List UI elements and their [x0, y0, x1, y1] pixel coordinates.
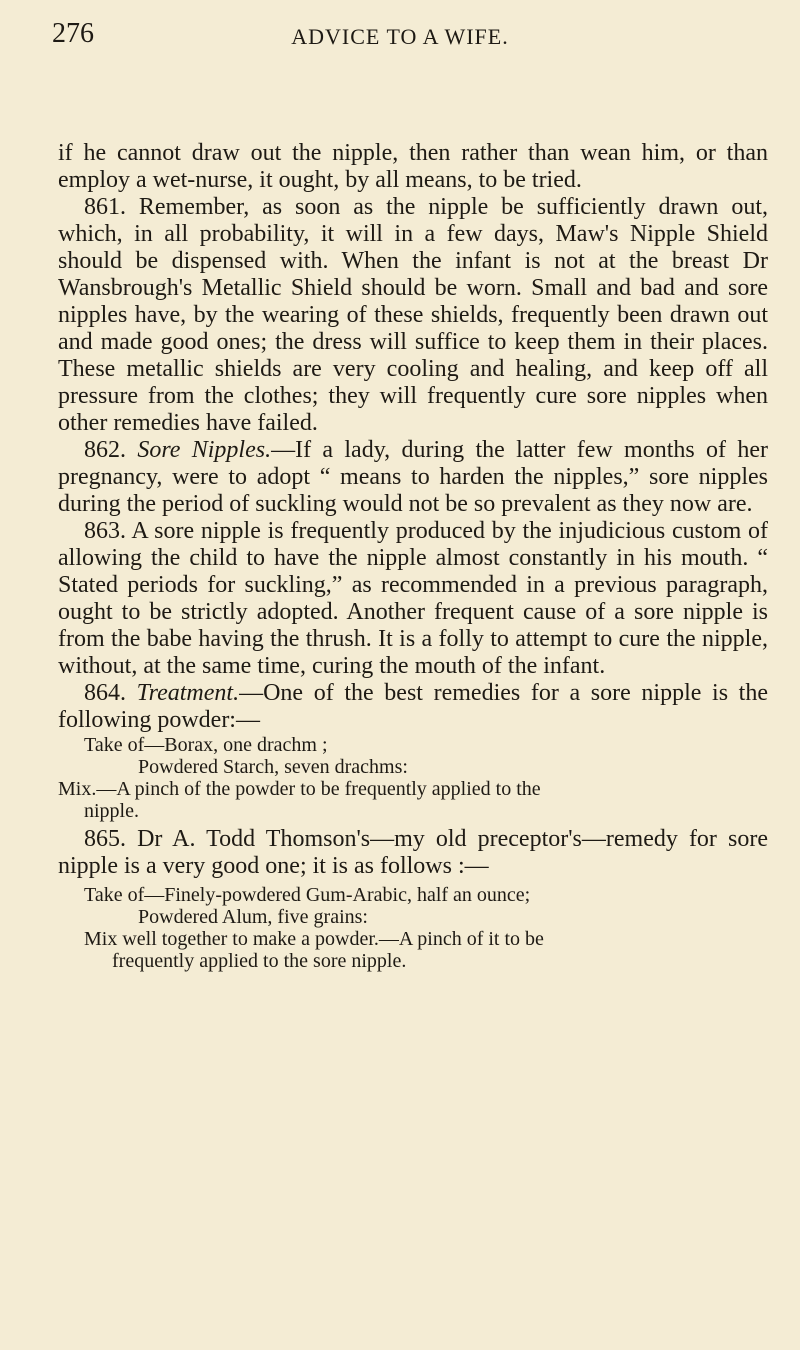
paragraph-continued: if he cannot draw out the nipple, then rather than wean him, or than employ a wet-nurse, it ought, by all means, to be tried. [58, 140, 768, 193]
paragraph-text: —One of the best remedies for a sore nipple is the following powder:— [58, 680, 768, 733]
page-number: 276 [52, 18, 94, 49]
paragraph-number: 862. [84, 437, 126, 463]
section-title: Treatment. [136, 680, 240, 706]
recipe-line: nipple. [84, 800, 139, 822]
paragraph-text: —If a lady, during the latter few months of her pregnancy, were to adopt “ means to harden the nipples,” sore nipples during the period of suckling would not be so prevalent as they now are. [58, 437, 769, 517]
paragraph-863: 863. A sore nipple is frequently produced by the injudicious custom of allowing the child to have the nipple almost constantly in his mouth. “ Stated periods for suckling,” as recommended in a previous paragraph, ought to be strictly adopted. Another frequent cause of a sore nipple is from the babe having the thrush. It is a folly to attempt to cure the nipple, without, at the same time, curing the mouth of the infant. [58, 518, 768, 679]
recipe-line: Powdered Alum, five grains: [138, 906, 368, 928]
recipe-line: Powdered Starch, seven drachms: [138, 756, 408, 778]
paragraph-865: 865. Dr A. Todd Thomson's—my old preceptor's—remedy for sore nipple is a very good one; it is as follows :— [58, 826, 768, 879]
running-head: ADVICE TO A WIFE. [291, 24, 509, 49]
recipe-line: Mix well together to make a powder.—A pinch of it to be [84, 928, 544, 950]
body-text [58, 140, 768, 972]
recipe-line: Mix.—A pinch of the powder to be frequently applied to the [58, 778, 541, 800]
recipe-line: Take of—Borax, one drachm ; [84, 734, 328, 756]
recipe-gum-arabic [58, 884, 768, 972]
section-title: Sore Nipples. [137, 437, 272, 463]
recipe-line: frequently applied to the sore nipple. [112, 950, 407, 972]
paragraph-864 [58, 680, 768, 734]
recipe-borax [58, 734, 768, 822]
paragraph-number: 864. [84, 680, 126, 706]
paragraph-861: 861. Remember, as soon as the nipple be sufficiently drawn out, which, in all probability, it will in a few days, Maw's Nipple Shield should be dispensed with. When the infant is not at the breast Dr Wansbrough's Metallic Shield should be worn. Small and bad and sore nipples have, by the wearing of these shields, frequently been drawn out and made good ones; the dress will suffice to keep them in their places. These metallic shields are very cooling and healing, and keep off all pressure from the clothes; they will frequently cure sore nipples when other remedies have failed. [58, 194, 768, 436]
paragraph-862 [58, 437, 768, 518]
recipe-line: Take of—Finely-powdered Gum-Arabic, half an ounce; [84, 884, 531, 906]
